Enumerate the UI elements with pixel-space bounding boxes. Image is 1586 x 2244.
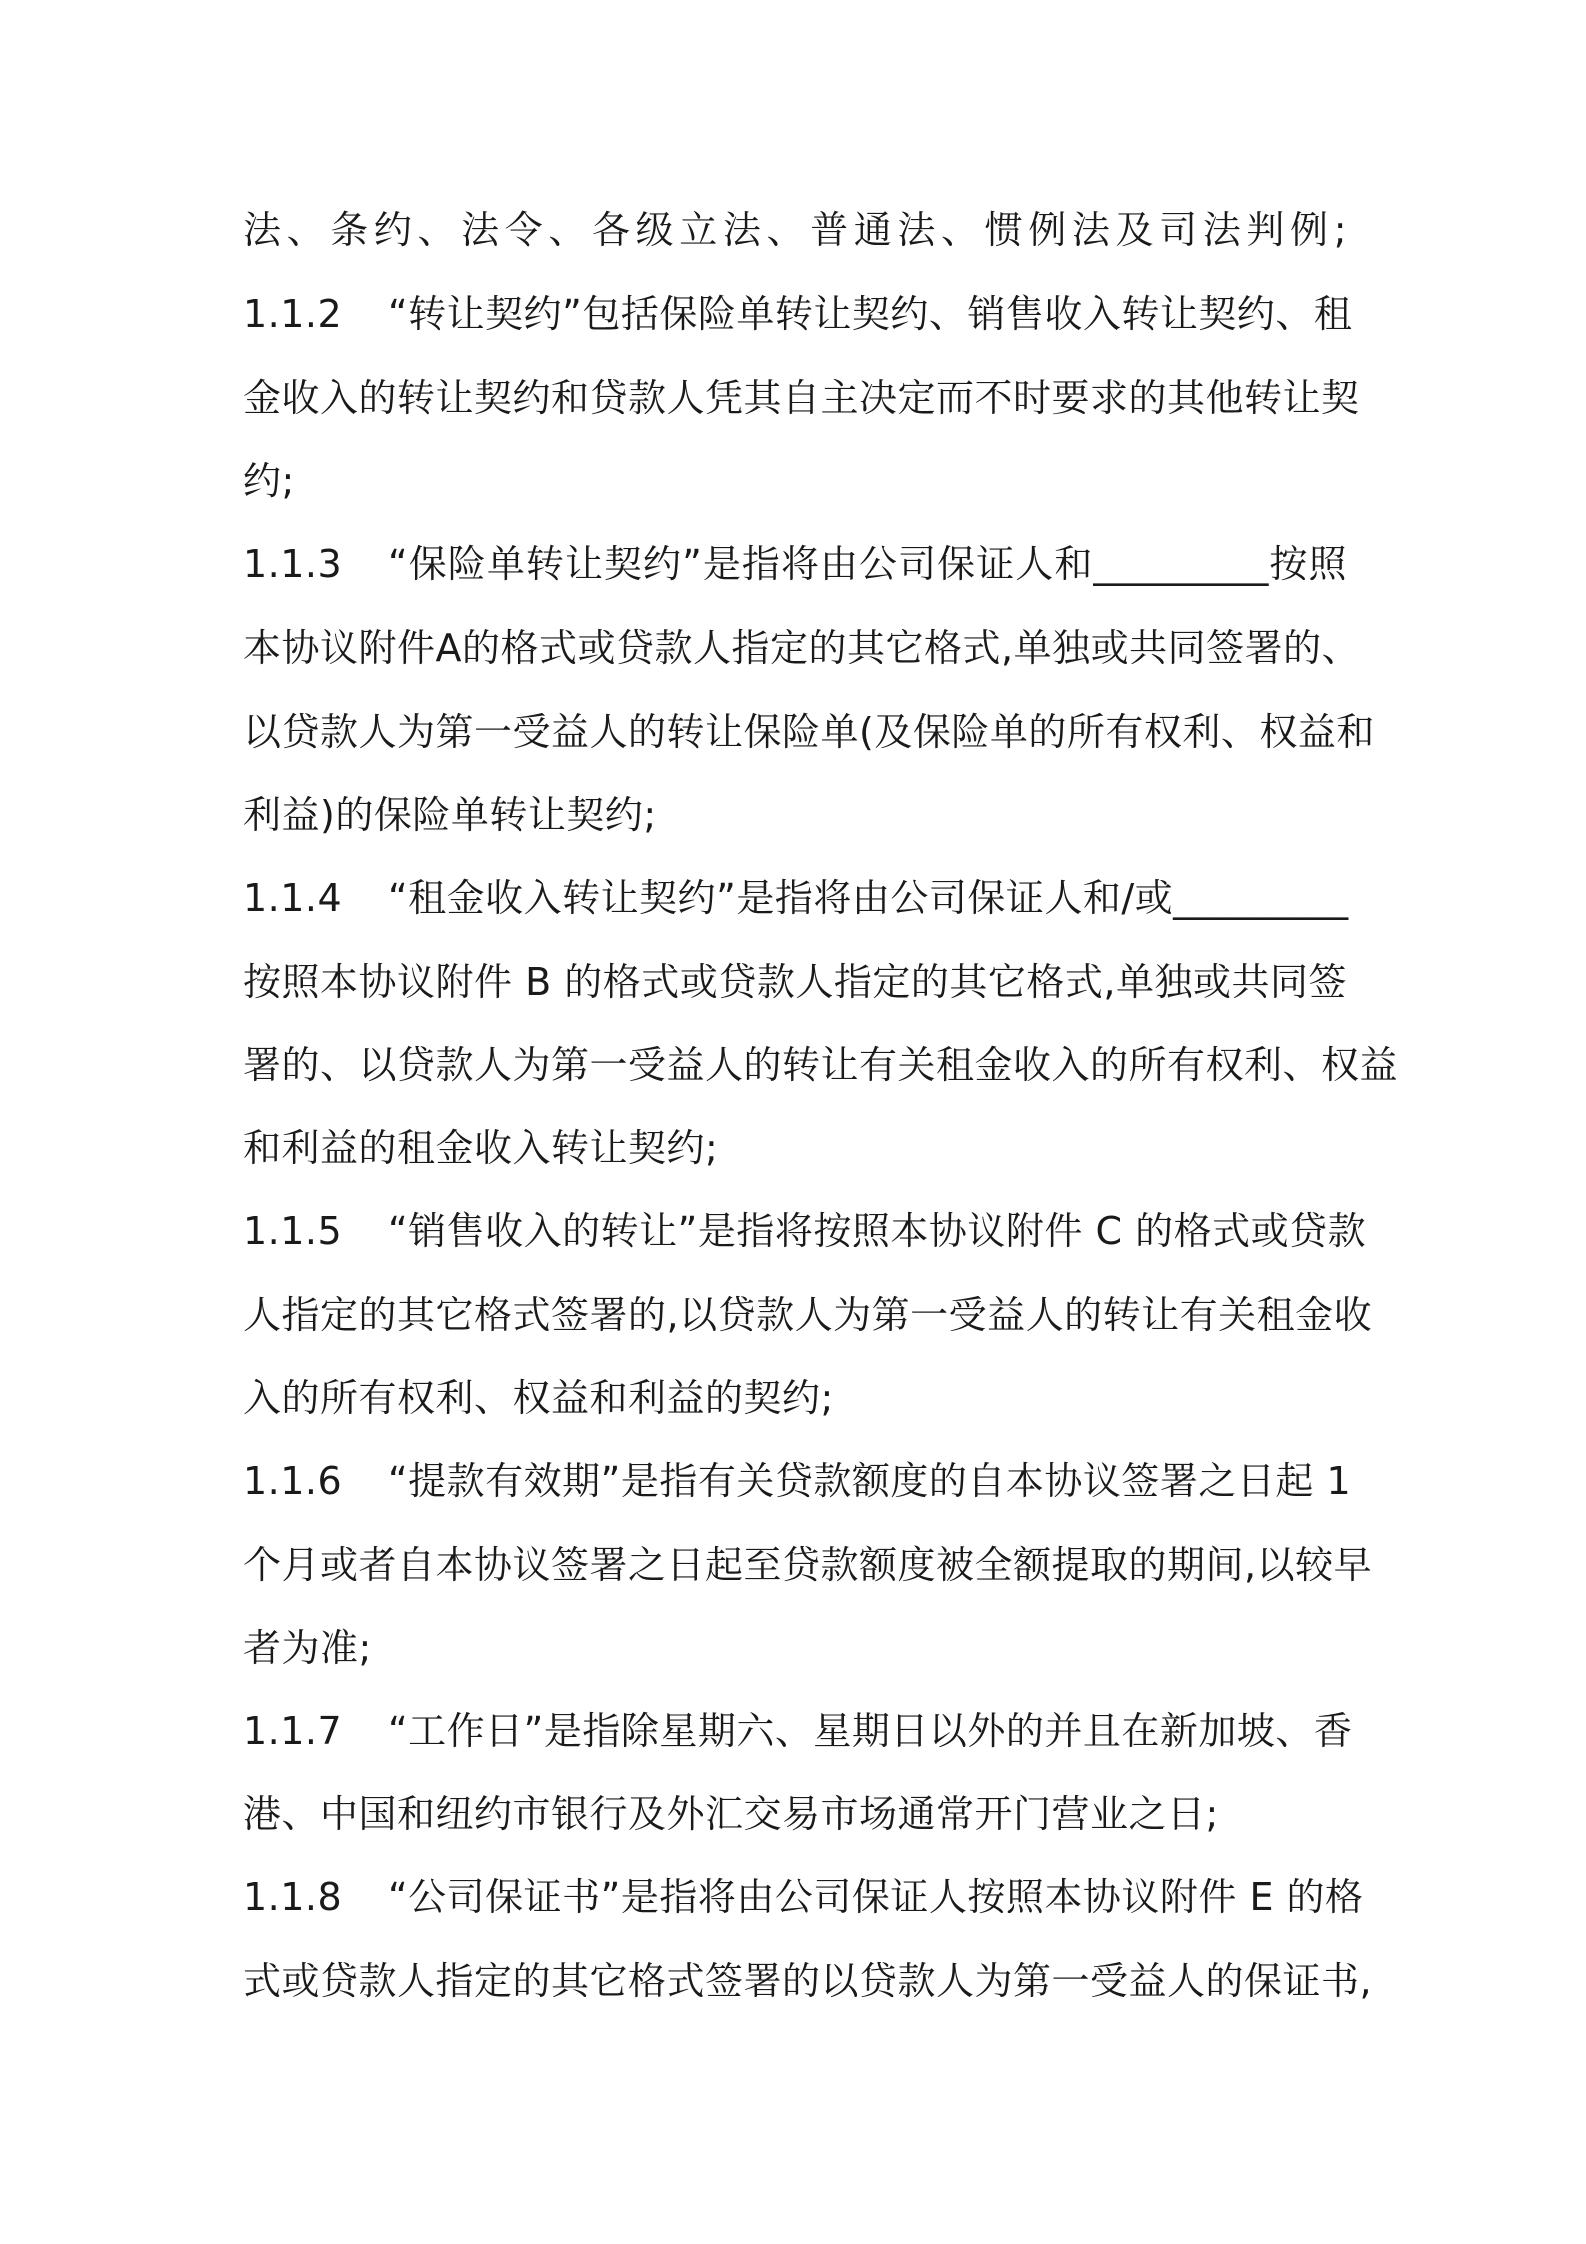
clause-line [243, 1207, 1367, 1255]
line-text: 者为准; [243, 1626, 372, 1670]
line-text: “保险单转让契约”是指将由公司保证人和_________按照 [388, 542, 1347, 586]
line-text: “转让契约”包括保险单转让契约、销售收入转让契约、租 [388, 292, 1353, 336]
line-text: “租金收入转让契约”是指将由公司保证人和/或_________ [388, 876, 1349, 920]
clause-number: 1.1.7 [243, 1709, 343, 1753]
line-text: 法、条约、法令、各级立法、普通法、惯例法及司法判例; [243, 208, 1347, 252]
text-line [243, 708, 1375, 756]
text-line [243, 206, 1347, 254]
clause-line [243, 540, 1347, 588]
line-text: “公司保证书”是指将由公司保证人按照本协议附件 E 的格 [388, 1875, 1364, 1919]
clause-number: 1.1.5 [243, 1209, 343, 1253]
line-text: 以贷款人为第一受益人的转让保险单(及保险单的所有权利、权益和 [243, 710, 1375, 754]
line-text: 港、中国和纽约市银行及外汇交易市场通常开门营业之日; [243, 1792, 1219, 1836]
text-line [243, 791, 657, 839]
line-text: 人指定的其它格式签署的,以贷款人为第一受益人的转让有关租金收 [243, 1293, 1373, 1337]
text-line [243, 1374, 834, 1422]
clause-line [243, 1873, 1364, 1921]
line-text: 约; [243, 459, 295, 503]
line-text: 署的、以贷款人为第一受益人的转让有关租金收入的所有权利、权益 [243, 1043, 1399, 1087]
text-line [243, 1957, 1373, 2005]
text-line [243, 1291, 1373, 1339]
line-text: 按照本协议附件 B 的格式或贷款人指定的其它格式,单独或共同签 [243, 960, 1347, 1004]
clause-number: 1.1.2 [243, 292, 343, 336]
clause-number: 1.1.8 [243, 1875, 343, 1919]
clause-number: 1.1.6 [243, 1459, 343, 1503]
line-text: 利益)的保险单转让契约; [243, 793, 657, 837]
line-text: 金收入的转让契约和贷款人凭其自主决定而不时要求的其他转让契 [243, 376, 1360, 420]
line-text: “提款有效期”是指有关贷款额度的自本协议签署之日起 1 [388, 1459, 1352, 1503]
clause-line [243, 290, 1353, 338]
text-line [243, 1124, 718, 1172]
text-line [243, 1041, 1399, 1089]
line-text: 和利益的租金收入转让契约; [243, 1126, 719, 1170]
clause-line [243, 1457, 1352, 1505]
line-text: 入的所有权利、权益和利益的契约; [243, 1376, 834, 1420]
text-line [243, 1624, 372, 1672]
clause-line [243, 874, 1347, 922]
text-line [243, 457, 295, 505]
text-line [243, 1790, 1219, 1838]
line-text: “工作日”是指除星期六、星期日以外的并且在新加坡、香 [388, 1709, 1353, 1753]
text-line [243, 374, 1360, 422]
clause-number: 1.1.3 [243, 542, 343, 586]
text-line [243, 624, 1361, 672]
line-text: 本协议附件A的格式或贷款人指定的其它格式,单独或共同签署的、 [243, 626, 1361, 670]
clause-line [243, 1707, 1353, 1755]
text-line [243, 958, 1347, 1006]
text-line [243, 1541, 1373, 1589]
clause-number: 1.1.4 [243, 876, 343, 920]
line-text: “销售收入的转让”是指将按照本协议附件 C 的格式或贷款 [388, 1209, 1367, 1253]
line-text: 式或贷款人指定的其它格式签署的以贷款人为第一受益人的保证书, [243, 1959, 1373, 2003]
line-text: 个月或者自本协议签署之日起至贷款额度被全额提取的期间,以较早 [243, 1543, 1373, 1587]
